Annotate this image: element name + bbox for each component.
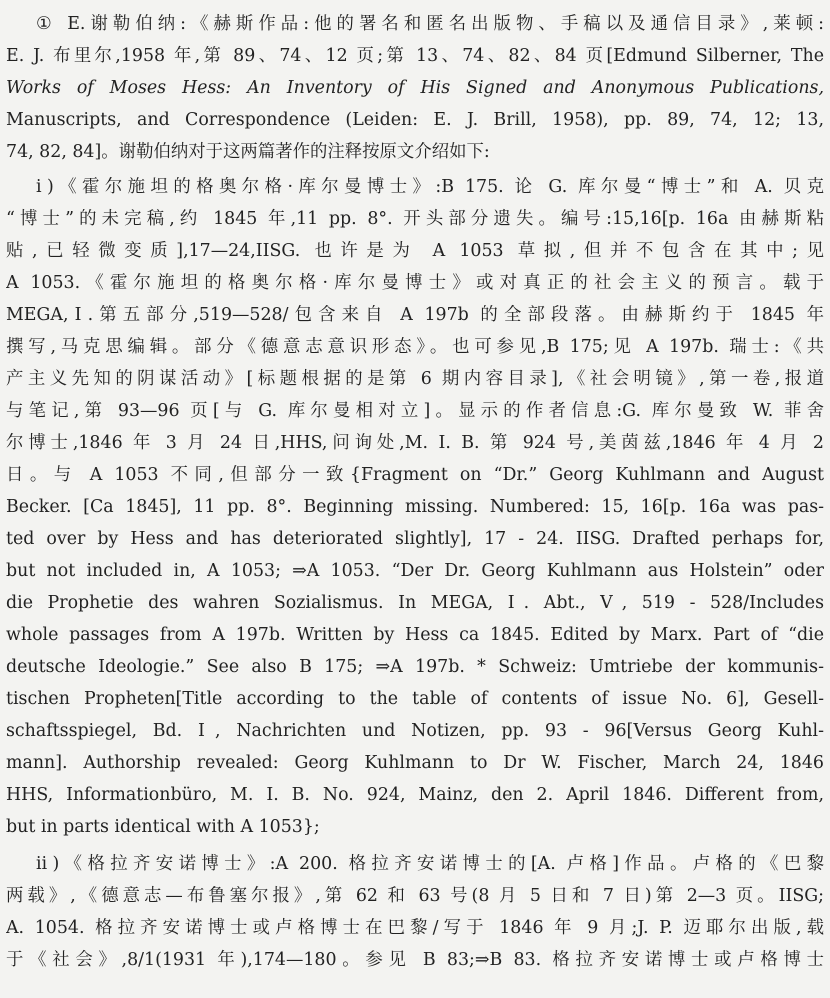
footnote-line: ted over by Hess and has deteriorated slightly], 17 - 24. IISG. Drafted perhaps for,: [6, 529, 824, 549]
footnote-line: mann]. Authorship revealed: Georg Kuhlmann to Dr W. Fischer, March 24, 1846: [6, 753, 824, 773]
footnote-line: “博士”的未完稿,约 1845 年,11 pp. 8°. 开头部分遗失。编号:15,16[p. 16a 由赫斯粘: [6, 209, 824, 229]
footnote-line: E. J. 布里尔,1958 年,第 89、74、12 页;第 13、74、82、84 页[Edmund Silberner, The: [6, 46, 824, 66]
footnote-line: MEGA,Ⅰ.第五部分,519—528/包含来自 A 197b 的全部段落。由赫斯约于 1845 年: [6, 305, 824, 325]
footnote-line: ⅰ)《霍尔施坦的格奥尔格·库尔曼博士》:B 175. 论 G. 库尔曼“博士”和 A. 贝克: [36, 177, 824, 197]
footnote-line: 日。与 A 1053 不同,但部分一致{Fragment on “Dr.” Georg Kuhlmann and August: [6, 465, 824, 485]
footnote-line: ① E.谢勒伯纳:《赫斯作品:他的署名和匿名出版物、手稿以及通信目录》,莱顿:: [36, 14, 824, 34]
footnote-line: 74, 82, 84]。谢勒伯纳对于这两篇著作的注释按原文介绍如下:: [6, 142, 490, 162]
footnote-line: A. 1054. 格拉齐安诺博士或卢格博士在巴黎/写于 1846 年 9 月;J. P. 迈耶尔出版,载: [6, 918, 824, 938]
footnote-line: 尔博士,1846 年 3 月 24 日,HHS,问询处,M. I. B. 第 924 号,美茵兹,1846 年 4 月 2: [6, 433, 824, 453]
footnote-line: 与笔记,第 93—96 页[与 G. 库尔曼相对立]。显示的作者信息:G. 库尔曼致 W. 菲舍: [6, 401, 824, 421]
footnote-line: A 1053.《霍尔施坦的格奥尔格·库尔曼博士》或对真正的社会主义的预言。载于: [6, 273, 824, 293]
footnote-line: 两载》,《德意志—布鲁塞尔报》,第 62 和 63 号(8 月 5 日和 7 日)第 2—3 页。IISG;: [6, 886, 824, 906]
footnote-line: but in parts identical with A 1053};: [6, 817, 320, 837]
footnote-line: 贴,已轻微变质],17—24,IISG. 也许是为 A 1053 草拟,但并不包含在其中;见: [6, 241, 824, 261]
footnote-line: 撰写,马克思编辑。部分《德意志意识形态》。也可参见,B 175;见 A 197b. 瑞士:《共: [6, 337, 824, 357]
footnote-line: die Prophetie des wahren Sozialismus. In MEGA, Ⅰ. Abt., Ⅴ, 519 - 528/Includes: [6, 593, 824, 613]
footnote-line: Manuscripts, and Correspondence (Leiden: E. J. Brill, 1958), pp. 89, 74, 12; 13,: [6, 110, 824, 130]
footnote-line: Works of Moses Hess: An Inventory of His Signed and Anonymous Publications,: [6, 78, 824, 98]
footnote-line: 于《社会》,8/1(1931 年),174—180。参见 B 83;⇒B 83. 格拉齐安诺博士或卢格博士: [6, 950, 824, 970]
footnote-line: ⅱ)《格拉齐安诺博士》:A 200. 格拉齐安诺博士的[A. 卢格]作品。卢格的《巴黎: [36, 854, 824, 874]
footnote-line: deutsche Ideologie.” See also B 175; ⇒A 197b. * Schweiz: Umtriebe der kommunis-: [6, 657, 824, 677]
footnote-line: tischen Propheten[Title according to the table of contents of issue No. 6], Gesell-: [6, 689, 824, 709]
footnote-line: HHS, Informationbüro, M. I. B. No. 924, Mainz, den 2. April 1846. Different from,: [6, 785, 824, 805]
footnote-line: but not included in, A 1053; ⇒A 1053. “Der Dr. Georg Kuhlmann aus Holstein” oder: [6, 561, 824, 581]
footnote-line: Becker. [Ca 1845], 11 pp. 8°. Beginning missing. Numbered: 15, 16[p. 16a was pas-: [6, 497, 824, 517]
footnote-line: 产主义先知的阴谋活动》[标题根据的是第 6 期内容目录],《社会明镜》,第一卷,报道: [6, 369, 824, 389]
footnote-line: whole passages from A 197b. Written by Hess ca 1845. Edited by Marx. Part of “die: [6, 625, 824, 645]
footnote-line: schaftsspiegel, Bd. Ⅰ, Nachrichten und Notizen, pp. 93 - 96[Versus Georg Kuhl-: [6, 721, 824, 741]
